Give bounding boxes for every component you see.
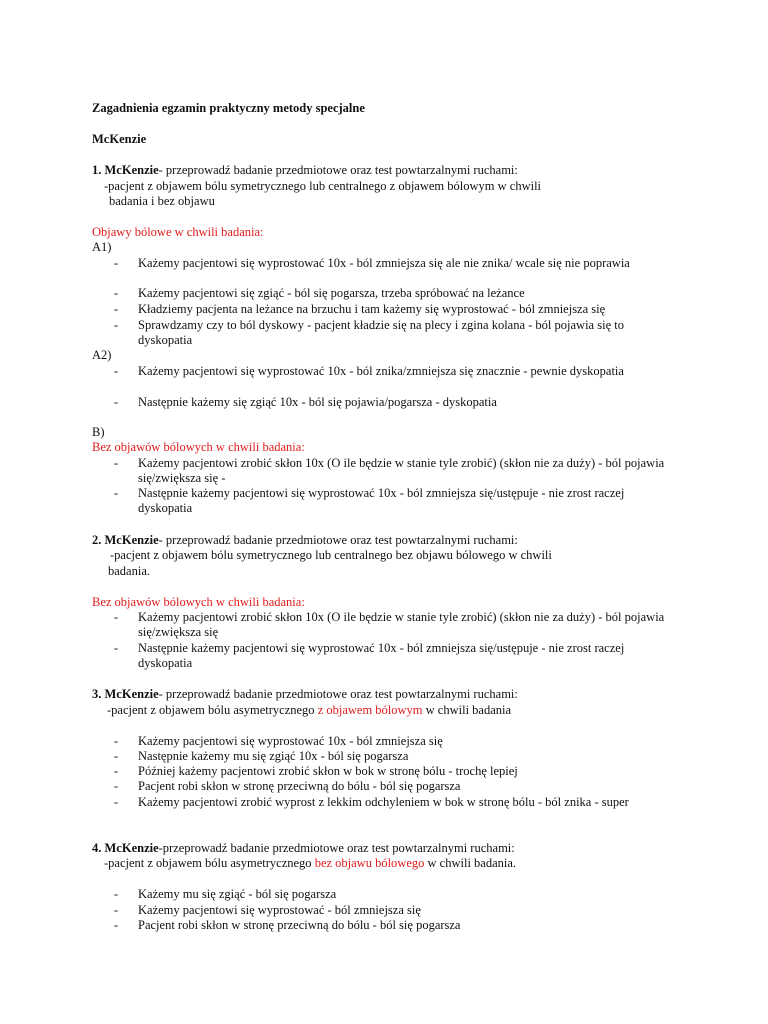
item-2-heading: 2. McKenzie- przeprowadź badanie przedmiotowe oraz test powtarzalnymi ruchami: (92, 533, 518, 547)
label-a2: A2) (92, 348, 112, 362)
section-heading: McKenzie (92, 132, 147, 146)
label-a1: A1) (92, 240, 112, 254)
item-4-heading: 4. McKenzie-przeprowadź badanie przedmiotowe oraz test powtarzalnymi ruchami: (92, 841, 515, 855)
symptoms-heading: Objawy bólowe w chwili badania: (92, 225, 264, 239)
item-4-patient-line: -pacjent z objawem bólu asymetrycznego bez objawu bólowego w chwili badania. (104, 856, 517, 870)
item-3-heading: 3. McKenzie- przeprowadź badanie przedmiotowe oraz test powtarzalnymi ruchami: (92, 687, 518, 701)
item-1-heading: 1. McKenzie- przeprowadź badanie przedmiotowe oraz test powtarzalnymi ruchami: (92, 163, 518, 177)
no-symptoms-heading: Bez objawów bólowych w chwili badania: (92, 440, 305, 454)
item-3-patient-line: -pacjent z objawem bólu asymetrycznego z objawem bólowym w chwili badania (107, 703, 512, 717)
item-2-patient-line-2: badania. (108, 564, 150, 578)
item-2-patient-line: -pacjent z objawem bólu symetrycznego lub centralnego bez objawu bólowego w chwili (110, 548, 552, 562)
document-title: Zagadnienia egzamin praktyczny metody specjalne (92, 101, 365, 115)
item-1-patient-line-2: badania i bez objawu (109, 194, 215, 208)
no-symptoms-heading: Bez objawów bólowych w chwili badania: (92, 595, 305, 609)
label-b: B) (92, 425, 105, 439)
item-1-patient-line: -pacjent z objawem bólu symetrycznego lub centralnego z objawem bólowym w chwili (104, 179, 542, 193)
